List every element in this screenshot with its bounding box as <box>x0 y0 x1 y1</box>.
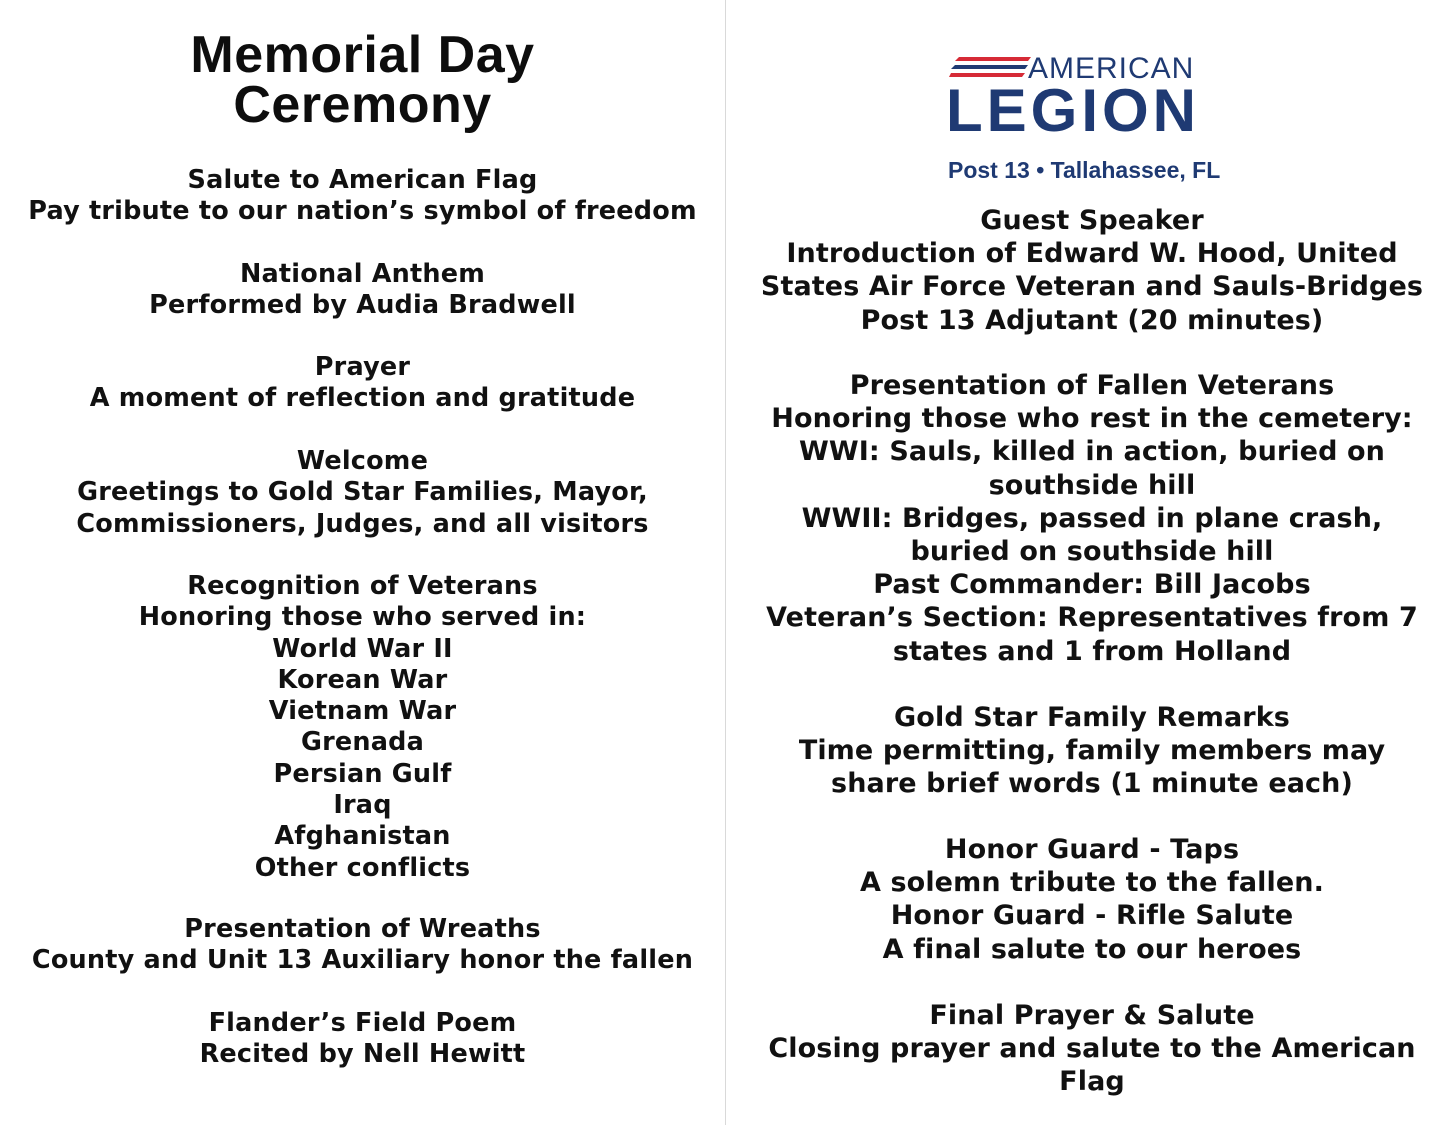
conflict-item: World War II <box>272 633 453 664</box>
section-welcome <box>0 446 725 540</box>
section-line: Honoring those who rest in the cemetery: <box>771 403 1413 435</box>
section-line: Veteran’s Section: Representatives from 7 <box>766 602 1418 634</box>
section-line: Post 13 Adjutant (20 minutes) <box>860 304 1324 336</box>
column-divider <box>725 0 726 1125</box>
section-line: Recited by Nell Hewitt <box>199 1039 526 1070</box>
section-guest-speaker <box>728 204 1456 337</box>
conflict-item: Korean War <box>277 664 448 695</box>
section-flanders-field <box>0 1008 725 1071</box>
section-heading: Final Prayer & Salute <box>929 1000 1255 1031</box>
section-heading: Honor Guard - Taps <box>944 834 1240 865</box>
logo-top-text: AMERICAN <box>1028 52 1195 85</box>
section-heading: Recognition of Veterans <box>187 571 538 601</box>
section-presentation-wreaths <box>0 914 725 977</box>
logo-main-text: LEGION <box>946 77 1201 144</box>
section-fallen-veterans <box>728 369 1456 668</box>
section-line: states and 1 from Holland <box>892 635 1292 667</box>
conflict-item: Grenada <box>300 727 425 758</box>
section-line: Introduction of Edward W. Hood, United <box>786 238 1398 270</box>
section-honor-guard <box>728 833 1456 966</box>
section-line: share brief words (1 minute each) <box>831 768 1353 800</box>
conflict-item: Persian Gulf <box>273 758 452 789</box>
section-final-prayer <box>728 999 1456 1099</box>
section-heading: National Anthem <box>239 259 486 289</box>
conflict-item: Other conflicts <box>254 852 471 883</box>
section-national-anthem <box>0 259 725 322</box>
section-salute-flag <box>0 165 725 228</box>
section-heading: Welcome <box>296 446 429 476</box>
conflict-item: Afghanistan <box>274 821 451 852</box>
section-line: buried on southside hill <box>910 536 1274 568</box>
section-line: Closing prayer and salute to the American <box>768 1033 1416 1065</box>
section-line: A solemn tribute to the fallen. <box>860 867 1324 899</box>
section-line: WWI: Sauls, killed in action, buried on <box>799 436 1385 468</box>
american-legion-logo <box>946 52 1231 192</box>
section-heading: Honor Guard - Rifle Salute <box>890 900 1294 932</box>
section-prayer <box>0 352 725 415</box>
section-line: States Air Force Veteran and Sauls-Bridges <box>760 271 1424 303</box>
section-heading: Flander’s Field Poem <box>208 1008 517 1038</box>
conflict-item: Vietnam War <box>268 696 457 727</box>
flag-stripes-icon <box>949 56 1031 78</box>
section-line: Greetings to Gold Star Families, Mayor, <box>77 477 648 508</box>
title-line: Memorial Day <box>190 26 535 84</box>
logo-sub-text: Post 13 • Tallahassee, FL <box>948 157 1221 183</box>
section-line: A moment of reflection and gratitude <box>89 383 636 414</box>
section-line: Pay tribute to our nation’s symbol of freedom <box>28 196 697 227</box>
section-line: Commissioners, Judges, and all visitors <box>76 508 649 539</box>
section-line: A final salute to our heroes <box>882 933 1302 965</box>
section-heading: Guest Speaker <box>980 205 1204 236</box>
section-heading: Gold Star Family Remarks <box>894 702 1290 733</box>
conflict-item: Iraq <box>333 790 392 821</box>
section-heading: Prayer <box>314 352 411 382</box>
section-heading: Salute to American Flag <box>187 165 538 195</box>
section-line: Past Commander: Bill Jacobs <box>873 569 1311 601</box>
section-gold-star-remarks <box>728 701 1456 801</box>
section-line: WWII: Bridges, passed in plane crash, <box>801 502 1383 534</box>
section-line: Time permitting, family members may <box>798 735 1386 767</box>
section-recognition-veterans <box>0 571 725 884</box>
section-line: Flag <box>1059 1066 1125 1098</box>
section-heading: Presentation of Fallen Veterans <box>849 370 1335 401</box>
section-line: County and Unit 13 Auxiliary honor the fallen <box>31 945 694 976</box>
section-heading: Presentation of Wreaths <box>184 914 541 944</box>
section-line: southside hill <box>988 469 1196 501</box>
page-title <box>0 26 725 134</box>
section-line: Honoring those who served in: <box>138 602 587 633</box>
title-line: Ceremony <box>233 76 492 134</box>
section-line: Performed by Audia Bradwell <box>149 290 576 321</box>
